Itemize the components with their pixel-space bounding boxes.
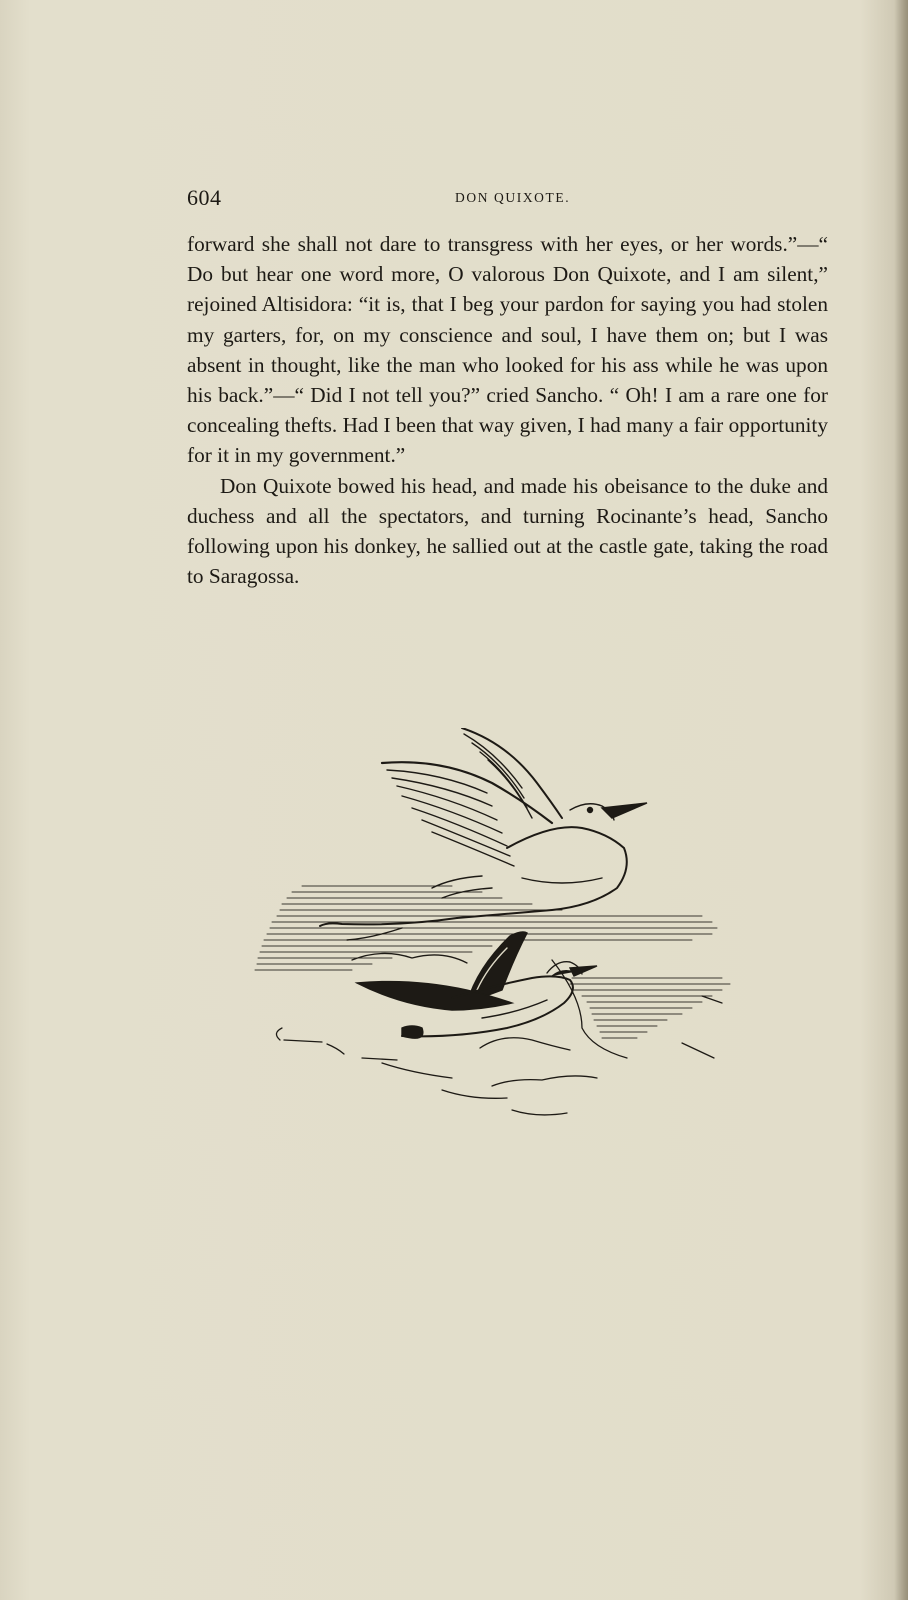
body-text <box>187 229 828 591</box>
page-header <box>187 185 827 215</box>
page-edge-shadow <box>894 0 908 1600</box>
birds-illustration <box>252 728 742 1138</box>
running-title: DON QUIXOTE. <box>455 190 571 205</box>
paragraph-continuation: forward she shall not dare to transgress with her eyes, or her words.”—“ Do but hear one word more, O valorous Don Quixote, and I am silent,” rejoined Altisidora: “it is, that I beg your pardon for saying you had stolen my garters, for, on my conscience and soul, I have them on; but I was absent in thought, like the man who looked for his ass while he was upon his back.”—“ Did I not tell you?” cried Sancho. “ Oh! I am a rare one for concealing thefts. Had I been that way given, I had many a fair opportunity for it in my government.” <box>187 232 828 468</box>
flying-birds-engraving-icon <box>252 728 742 1138</box>
page-number: 604 <box>187 185 222 210</box>
paragraph-departure: Don Quixote bowed his head, and made his obeisance to the duke and duchess and all the spectators, and turning Rocinante’s head, Sancho following upon his donkey, he sallied out at the castle gate, taking the road to Saragossa. <box>187 473 828 589</box>
